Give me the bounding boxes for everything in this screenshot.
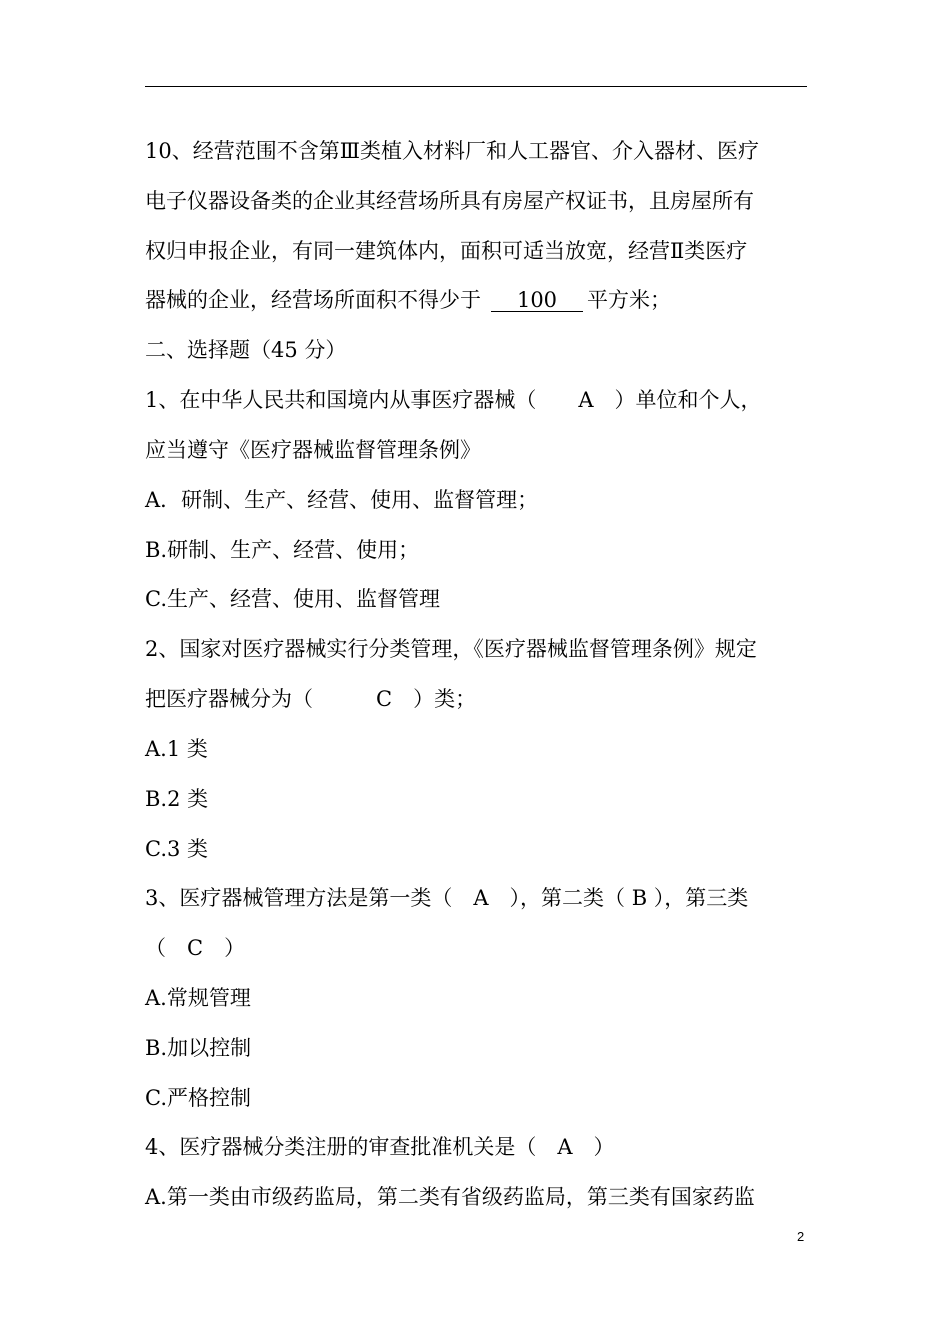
option-line: A.常规管理: [145, 986, 251, 1010]
option-line: B.研制、生产、经营、使用；: [145, 538, 420, 562]
body-line: 电子仪器设备类的企业其经营场所具有房屋产权证书，且房屋所有: [145, 189, 754, 213]
option-line: B.2 类: [145, 787, 209, 811]
option-line: A．研制、生产、经营、使用、监督管理；: [145, 488, 539, 512]
section-heading: 二、选择题（45 分）: [145, 338, 347, 362]
answer-blank: 100: [491, 289, 583, 312]
option-line: A.1 类: [145, 737, 208, 761]
body-line: 10、经营范围不含第Ⅲ类植入材料厂和人工器官、介入器材、医疗: [145, 139, 759, 163]
page-number: 2: [797, 1229, 805, 1244]
option-line: C.生产、经营、使用、监督管理: [145, 587, 440, 611]
option-line: C.严格控制: [145, 1086, 251, 1110]
option-line: B.加以控制: [145, 1036, 252, 1060]
option-line: C.3 类: [145, 837, 209, 861]
fill-in-suffix: 平方米；: [587, 288, 671, 312]
question-line: 2、国家对医疗器械实行分类管理，《医疗器械监督管理条例》规定: [145, 637, 757, 661]
question-line: 把医疗器械分为（ C ）类；: [145, 687, 477, 711]
header-rule: [145, 86, 807, 87]
question-line: 应当遵守《医疗器械监督管理条例》: [145, 438, 481, 462]
question-line: 3、医疗器械管理方法是第一类（ A ），第二类（ B ），第三类: [145, 886, 749, 910]
question-line: 1、在中华人民共和国境内从事医疗器械（ A ）单位和个人，: [145, 388, 762, 412]
question-line: （ C ）: [145, 936, 246, 960]
fill-in-line: [145, 287, 671, 313]
option-line: A.第一类由市级药监局，第二类有省级药监局，第三类有国家药监: [145, 1185, 755, 1209]
question-line: 4、医疗器械分类注册的审查批准机关是（ A ）: [145, 1135, 615, 1159]
body-line: 权归申报企业，有同一建筑体内，面积可适当放宽，经营Ⅱ类医疗: [145, 239, 748, 263]
fill-in-prefix: 器械的企业，经营场所面积不得少于: [145, 288, 481, 312]
